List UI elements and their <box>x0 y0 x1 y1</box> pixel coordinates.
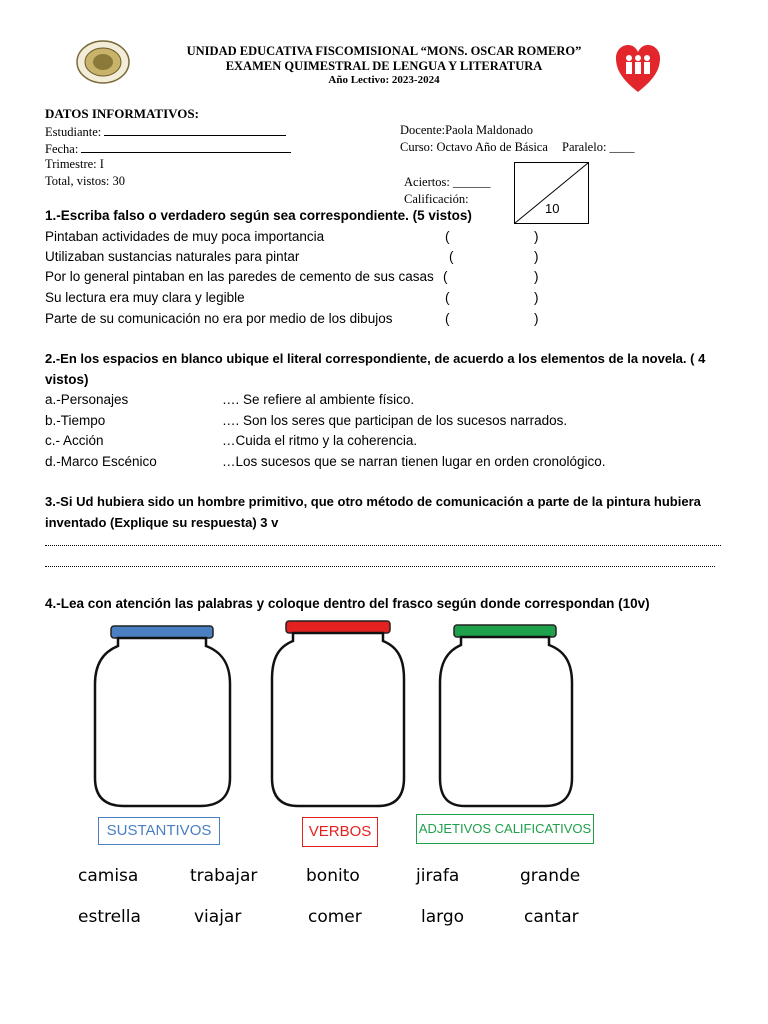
school-name: UNIDAD EDUCATIVA FISCOMISIONAL “MONS. OSCAR ROMERO” <box>186 44 582 58</box>
word-card[interactable]: trabajar <box>190 866 258 886</box>
paralelo: Paralelo: ____ <box>562 140 635 154</box>
q2-title-cont: vistos) <box>45 372 89 387</box>
q2-definition[interactable]: …Cuida el ritmo y la coherencia. <box>222 433 418 448</box>
word-card[interactable]: comer <box>308 907 362 927</box>
word-card[interactable]: viajar <box>194 907 242 927</box>
q1-title: 1.-Escriba falso o verdadero según sea correspondiente. (5 vistos) <box>45 208 472 223</box>
q1-item: Pintaban actividades de muy poca importancia <box>45 229 325 244</box>
q2-definition[interactable]: …. Son los seres que participan de los sucesos narrados. <box>222 413 568 428</box>
exam-title: EXAMEN QUIMESTRAL DE LENGUA Y LITERATURA <box>225 59 543 73</box>
q2-definition[interactable]: …. Se refiere al ambiente físico. <box>222 392 415 407</box>
q1-item: Utilizaban sustancias naturales para pintar <box>45 249 300 264</box>
answer-close-paren: ) <box>534 229 539 244</box>
course: Curso: Octavo Año de Básica <box>400 140 548 154</box>
word-card[interactable]: cantar <box>524 907 579 927</box>
q1-item: Por lo general pintaban en las paredes de cemento de sus casas <box>45 269 434 284</box>
label-sustantivos: SUSTANTIVOS <box>98 817 220 845</box>
grade-box[interactable] <box>514 162 589 224</box>
q3-title: 3.-Si Ud hubiera sido un hombre primitivo, que otro método de comunicación a parte de la pintura hubiera <box>45 494 701 509</box>
total-points: Total, vistos: 30 <box>45 174 126 188</box>
q3-title-cont: inventado (Explique su respuesta) 3 v <box>45 515 279 530</box>
teacher: Docente:Paola Maldonado <box>400 123 533 137</box>
answer-dotted-line[interactable] <box>45 545 721 546</box>
student-line[interactable] <box>104 123 286 136</box>
school-year: Año Lectivo: 2023-2024 <box>328 74 440 86</box>
jar-adjetivos[interactable] <box>440 625 572 806</box>
info-title: DATOS INFORMATIVOS: <box>45 106 199 121</box>
student-field[interactable] <box>45 123 286 140</box>
q1-item: Parte de su comunicación no era por medio de los dibujos <box>45 311 393 326</box>
trimester: Trimestre: I <box>45 157 104 171</box>
label-verbos: VERBOS <box>302 817 378 847</box>
q2-element: b.-Tiempo <box>45 413 106 428</box>
date-label: Fecha: <box>45 142 79 156</box>
answer-open-paren[interactable]: ( <box>443 269 448 284</box>
q2-element: d.-Marco Escénico <box>45 454 157 469</box>
student-label: Estudiante: <box>45 125 102 139</box>
answer-open-paren[interactable]: ( <box>449 249 454 264</box>
answer-close-paren: ) <box>534 249 539 264</box>
date-line[interactable] <box>81 140 291 153</box>
q2-title: 2.-En los espacios en blanco ubique el literal correspondiente, de acuerdo a los elementos de la novela. ( 4 <box>45 351 706 366</box>
jars-illustration <box>0 618 768 818</box>
answer-close-paren: ) <box>534 311 539 326</box>
jar-verbos[interactable] <box>272 621 404 806</box>
answer-open-paren[interactable]: ( <box>445 290 450 305</box>
q2-element: c.- Acción <box>45 433 104 448</box>
q4-title: 4.-Lea con atención las palabras y coloque dentro del frasco según donde correspondan (10v) <box>45 596 650 611</box>
word-card[interactable]: camisa <box>78 866 139 886</box>
word-card[interactable]: grande <box>520 866 581 886</box>
answer-open-paren[interactable]: ( <box>445 229 450 244</box>
answer-open-paren[interactable]: ( <box>445 311 450 326</box>
word-card[interactable]: estrella <box>78 907 141 927</box>
answer-dotted-line[interactable] <box>45 566 715 567</box>
calificacion-label: Calificación: <box>404 192 469 206</box>
answer-close-paren: ) <box>534 269 539 284</box>
label-adjetivos: ADJETIVOS CALIFICATIVOS <box>416 814 594 844</box>
date-field[interactable] <box>45 140 291 157</box>
word-card[interactable]: jirafa <box>416 866 460 886</box>
word-card[interactable]: bonito <box>306 866 360 886</box>
answer-close-paren: ) <box>534 290 539 305</box>
q2-definition[interactable]: …Los sucesos que se narran tienen lugar en orden cronológico. <box>222 454 606 469</box>
jar-sustantivos[interactable] <box>95 626 230 806</box>
word-card[interactable]: largo <box>421 907 465 927</box>
aciertos: Aciertos: ______ <box>404 175 491 189</box>
q2-element: a.-Personajes <box>45 392 129 407</box>
grade-max: 10 <box>545 201 560 216</box>
q1-item: Su lectura era muy clara y legible <box>45 290 245 305</box>
